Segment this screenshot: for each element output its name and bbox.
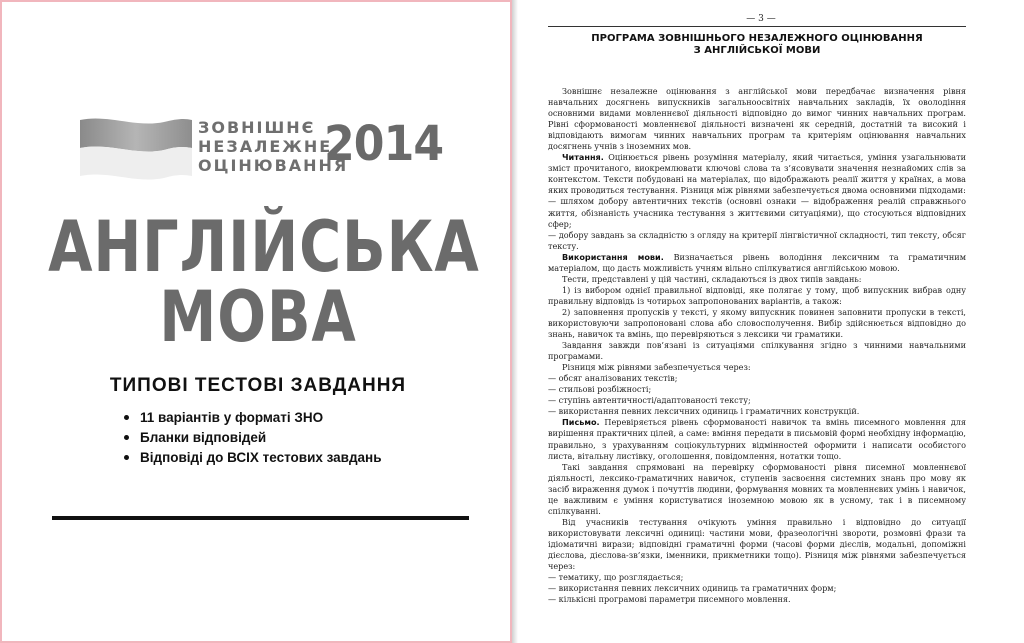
paragraph-levels: Різниця між рівнями забезпечується через: bbox=[562, 362, 751, 373]
levels-dash-4: — використання певних лексичних одиниць і граматичних конструкцій. bbox=[548, 406, 860, 417]
page-heading-line-1: ПРОГРАМА ЗОВНІШНЬОГО НЕЗАЛЕЖНОГО ОЦІНЮВАННЯ bbox=[591, 33, 923, 44]
paragraph-tests: Тести, представлені у цій частині, складаються із двох типів завдань: bbox=[562, 273, 862, 284]
page-heading-line-2: З АНГЛІЙСЬКОЇ МОВИ bbox=[693, 45, 821, 56]
reading-dash-1: — шляхом добору автентичних текстів (основні ознаки — відображення реалій справжнього життя, обізнаність учасника тестування з життєвими ситуаціями), що стосуються відповідних сфер; bbox=[548, 196, 966, 229]
feature-item: Бланки відповідей bbox=[124, 428, 382, 448]
expect-dash-2: — використання певних лексичних одиниць та граматичних форм; bbox=[548, 583, 837, 594]
waving-flag-icon bbox=[80, 114, 192, 182]
paragraph-writing-2: Такі завдання спрямовані на перевірку сформованості рівня писемної мовленнєвої діяльності, лексико-граматичних навичок, ступенів засвоєння системних знань про мову як засіб вираження думок і почуттів людини, формування мовних та мовленнєвих умінь і навичок, це важливим є уміння користуватися іноземною мовою як в усному, так і в писемному спілкуванні. bbox=[548, 461, 966, 516]
zno-label bbox=[198, 118, 349, 175]
cover-year: 2014 bbox=[324, 116, 444, 172]
zno-word-1: ЗОВНІШНЄ bbox=[198, 118, 316, 137]
levels-dash-3: — ступінь автентичності/адаптованості тексту; bbox=[548, 395, 751, 406]
cover-title-line-1: АНГЛІЙСЬКА bbox=[48, 206, 480, 288]
writing-text: Перевіряється рівень сформованості навичок та вмінь писемного мовлення для вирішення практичних цілей, а саме: вміння передати в письмовій формі необхідну інформацію, правильно, з урахуванням соціокультурних відмінностей оформити і написати особистого листа, вітальну листівку, оголошення, повідомлення, нотатки тощо. bbox=[548, 417, 966, 461]
cover-feature-list bbox=[124, 408, 382, 468]
paragraph-expect: Від учасників тестування очікують уміння правильно і відповідно до ситуації використовувати лексичні одиниці: частини мови, фразеологічні звороти, розмовні фрази та ідіоматичні вирази; відповідні граматичні форми (часові форми дієслів, модальні, допоміжні дієслова, дієслова-зв’язки, іменники, прикметники тощо). Різниця між рівнями забезпечується через: bbox=[548, 516, 966, 572]
paragraph-reading bbox=[548, 152, 966, 196]
expect-dash-1: — тематику, що розглядається; bbox=[548, 572, 684, 583]
page-heading bbox=[548, 33, 966, 57]
page-header-rule bbox=[548, 26, 966, 27]
paragraph-writing bbox=[548, 417, 966, 461]
text-page bbox=[518, 0, 1024, 643]
paragraph-usage bbox=[548, 252, 966, 274]
levels-dash-2: — стильові розбіжності; bbox=[548, 384, 652, 395]
page-body bbox=[548, 86, 966, 605]
paragraph-type-2: 2) заповнення пропусків у тексті, у якому випускник повинен заповнити пропуски в тексті, використовуючи запропоновані слова або словосполучення. Вибір здійснюється відповідно до знань, навичок та вмінь, що перевіряються з лексики чи граматики. bbox=[548, 306, 966, 340]
page-number: — 3 — bbox=[746, 14, 776, 24]
usage-text: Визначається рівень володіння лексичним та граматичним матеріалом, що дасть можливість учням вільно спілкуватися англійською мовою. bbox=[548, 251, 966, 273]
cover-divider bbox=[52, 516, 469, 520]
feature-item: Відповіді до ВСІХ тестових завдань bbox=[124, 448, 382, 468]
zno-word-3: ОЦІНЮВАННЯ bbox=[198, 156, 349, 175]
zno-word-2: НЕЗАЛЕЖНЕ bbox=[198, 137, 333, 156]
paragraph-intro: Зовнішнє незалежне оцінювання з англійської мови передбачає визначення рівня навчальних досягнень випускників загальноосвітніх навчальних закладів, їх оволодіння основними видами мовленнєвої діяльності відповідно до вимог чинних навчальних програм. Рівні сформованості мовленнєвої діяльності визначені як середній, достатній та високий і відповідають вимогам чинних навчальних програм та критеріям оцінювання навчальних досягнень учнів з іноземних мов. bbox=[548, 86, 966, 152]
writing-label: Письмо. bbox=[562, 417, 600, 428]
reading-label: Читання. bbox=[562, 152, 604, 163]
cover-subtitle: ТИПОВІ ТЕСТОВІ ЗАВДАННЯ bbox=[109, 375, 407, 396]
expect-dash-3: — кількісні програмові параметри писемного мовлення. bbox=[548, 594, 791, 605]
levels-dash-1: — обсяг аналізованих текстів; bbox=[548, 373, 678, 384]
cover-title-line-2: МОВА bbox=[159, 276, 357, 358]
usage-label: Використання мови. bbox=[562, 251, 664, 262]
feature-item: 11 варіантів у форматі ЗНО bbox=[124, 408, 382, 428]
paragraph-tasks: Завдання завжди пов’язані із ситуаціями спілкування згідно з чинними навчальними програмами. bbox=[548, 340, 966, 362]
reading-dash-2: — добору завдань за складністю з огляду на критерії лінгвістичної складності, тип тексту, обсяг тексту. bbox=[548, 229, 966, 251]
paragraph-type-1: 1) із вибором однієї правильної відповіді, яке полягає у тому, щоб випускник вибрав одну правильну відповідь із чотирьох запропонованих варіантів, а також: bbox=[548, 284, 966, 306]
reading-text: Оцінюється рівень розуміння матеріалу, який читається, уміння узагальнювати зміст прочитаного, виокремлювати ключові слова та з’ясовувати значення незнайомих слів за контекстом. Тексти побудовані на матеріалах, що відображають реалії життя у країнах, а мова яких проводиться тестування. Різниця між рівнями забезпечується двома основними підходами: bbox=[548, 152, 966, 196]
